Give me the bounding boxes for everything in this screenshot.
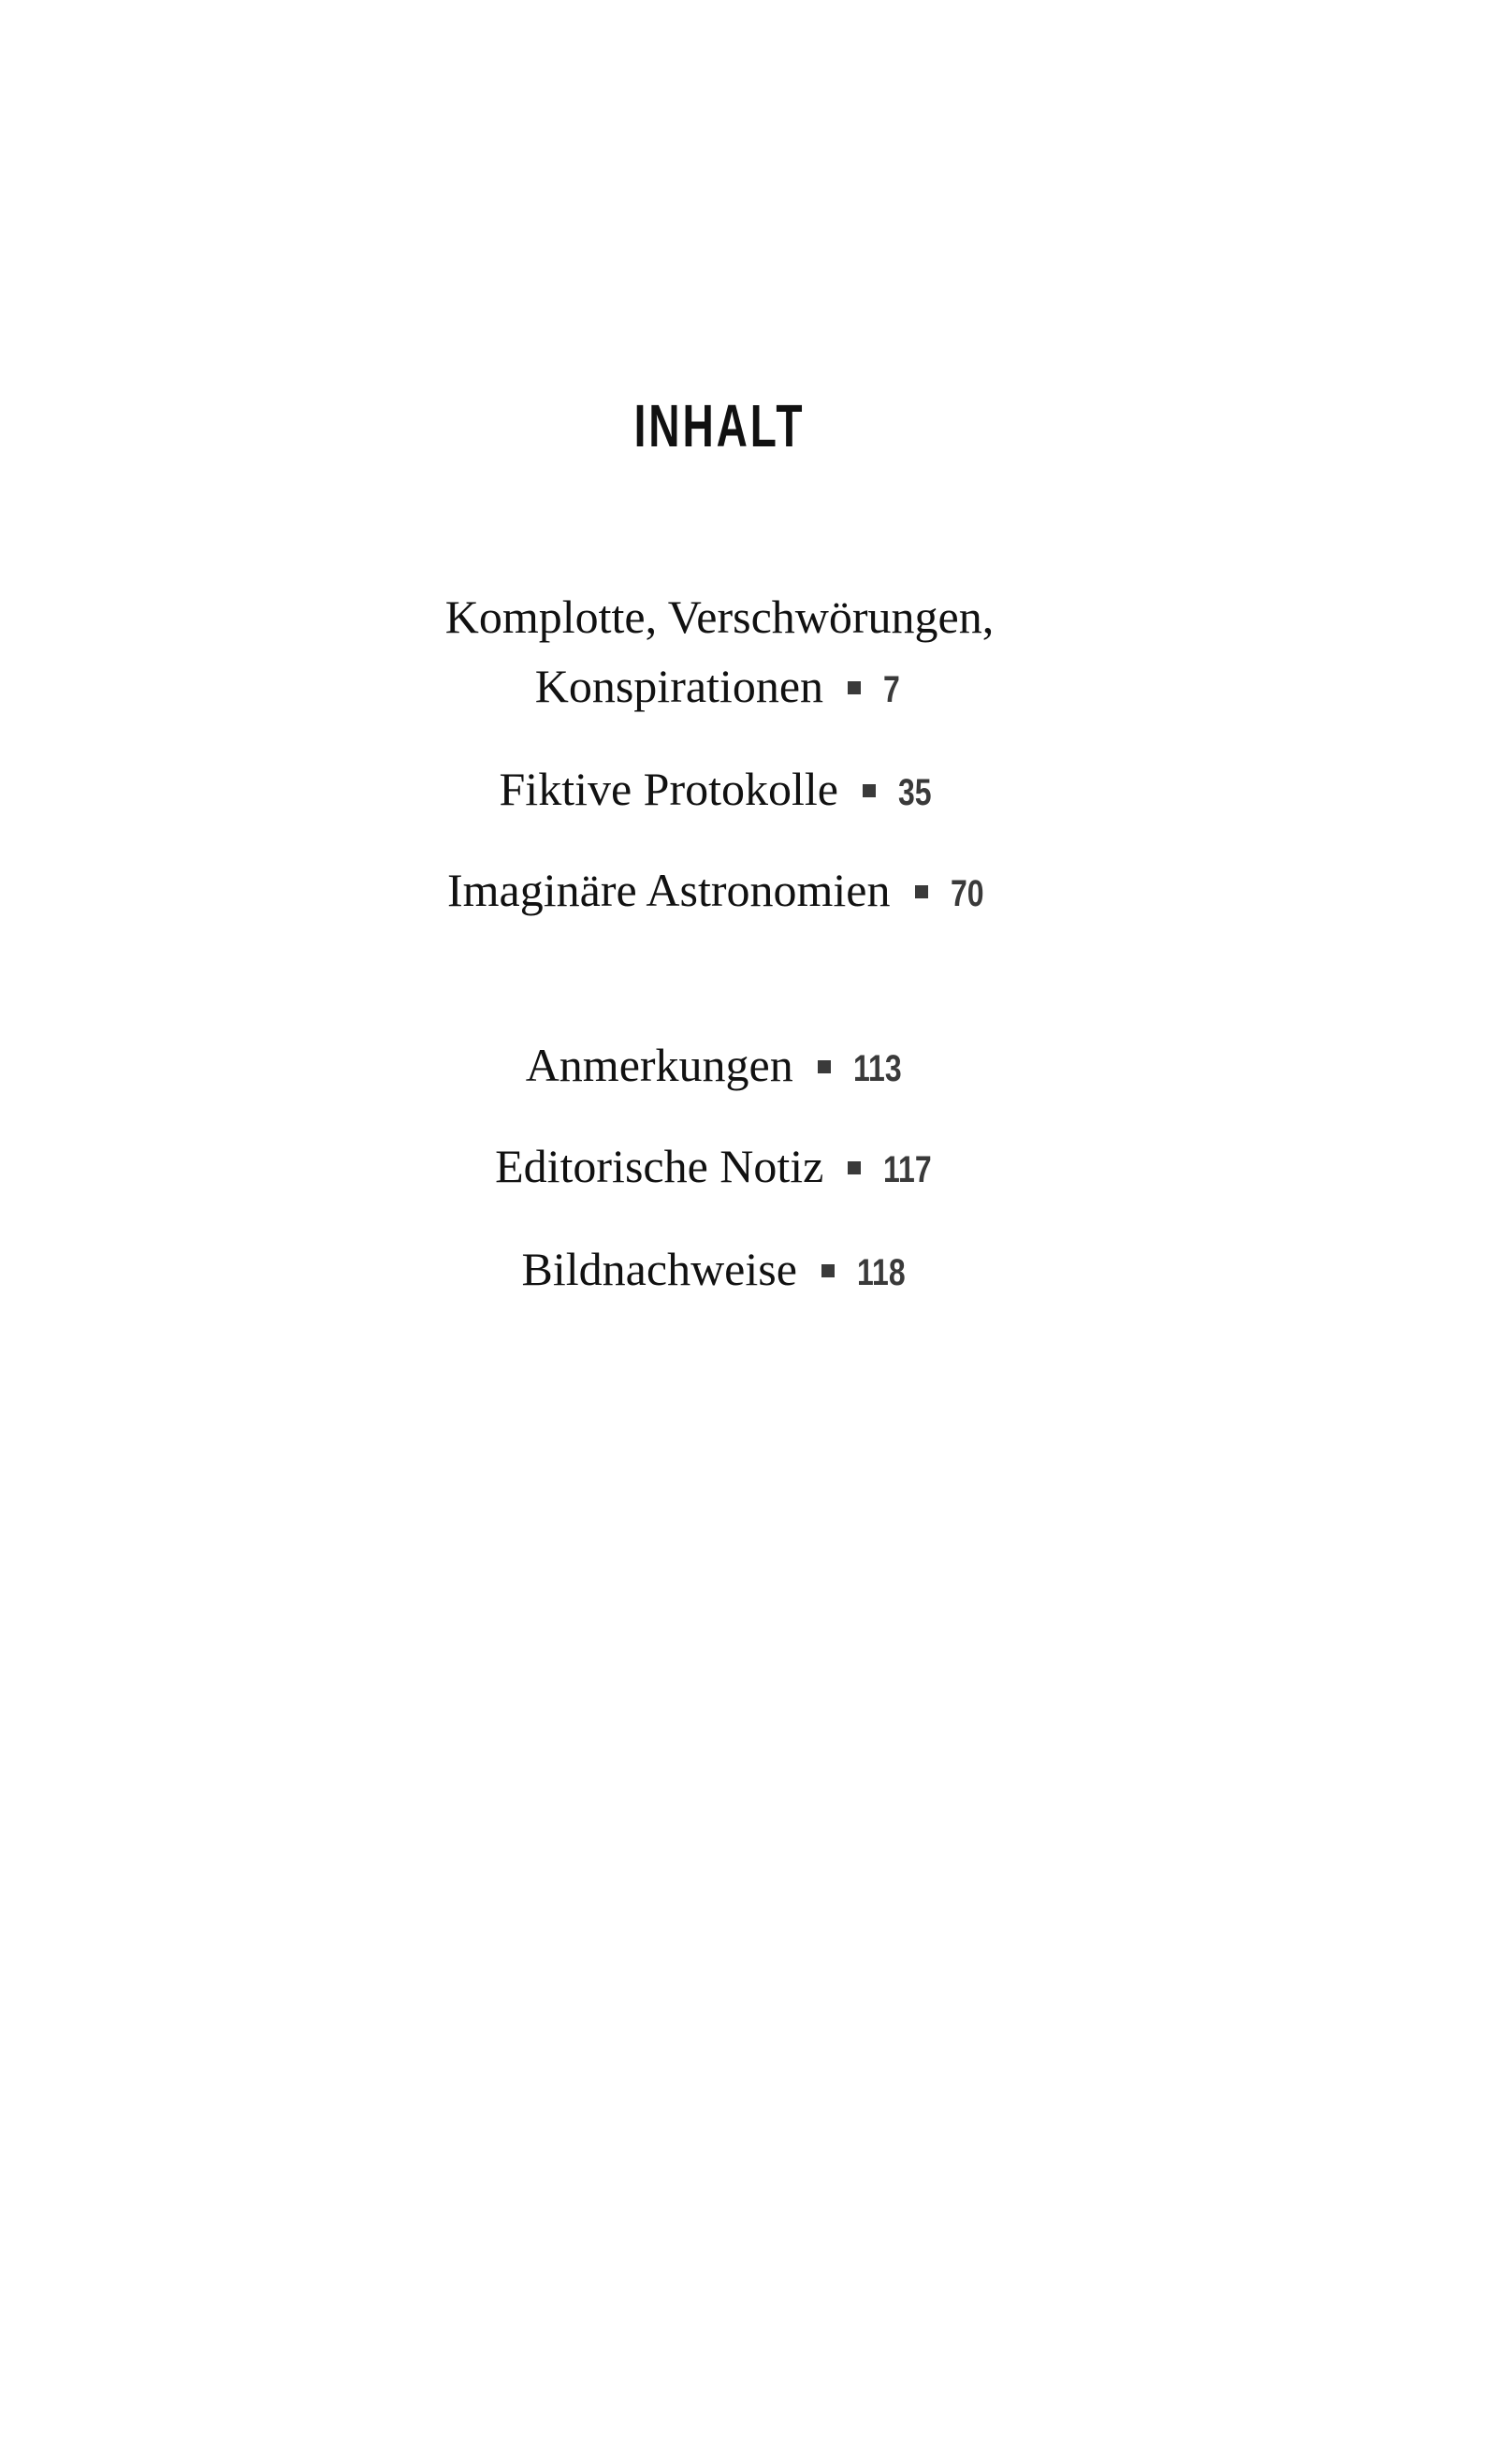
square-bullet-icon: [818, 1060, 831, 1073]
toc-entry-anmerkungen[interactable]: [0, 1030, 1439, 1103]
toc-entry-editorische-notiz[interactable]: [0, 1131, 1439, 1204]
toc-entry-komplotte[interactable]: [0, 582, 1439, 724]
toc-entry-title: Fiktive Protokolle: [499, 763, 838, 815]
toc-entry-fiktive-protokolle[interactable]: [0, 754, 1439, 827]
page-title: INHALT: [633, 392, 806, 459]
toc-entry-title: Editorische Notiz: [495, 1140, 824, 1192]
toc-entry-title: Bildnachweise: [521, 1243, 797, 1295]
square-bullet-icon: [915, 885, 928, 898]
page-number: 70: [950, 873, 984, 914]
square-bullet-icon: [848, 681, 861, 694]
page-number: 7: [883, 669, 900, 710]
page-number: 117: [883, 1149, 932, 1190]
toc-entry-title-line1: Komplotte, Verschwörungen,: [444, 590, 995, 643]
toc-entry-bildnachweise[interactable]: [0, 1234, 1439, 1307]
page-number: 35: [898, 772, 932, 813]
square-bullet-icon: [863, 784, 876, 797]
toc-entry-imaginaere-astronomien[interactable]: [0, 855, 1439, 928]
page-number: 118: [856, 1252, 906, 1293]
toc-entry-title: Konspirationen: [534, 660, 824, 712]
toc-entry-title: Anmerkungen: [525, 1039, 793, 1091]
square-bullet-icon: [821, 1264, 835, 1277]
square-bullet-icon: [848, 1161, 861, 1174]
toc-entry-title: Imaginäre Astronomien: [447, 864, 891, 916]
toc-entry-title-line2: [0, 651, 1439, 724]
page-number: 113: [852, 1048, 902, 1089]
